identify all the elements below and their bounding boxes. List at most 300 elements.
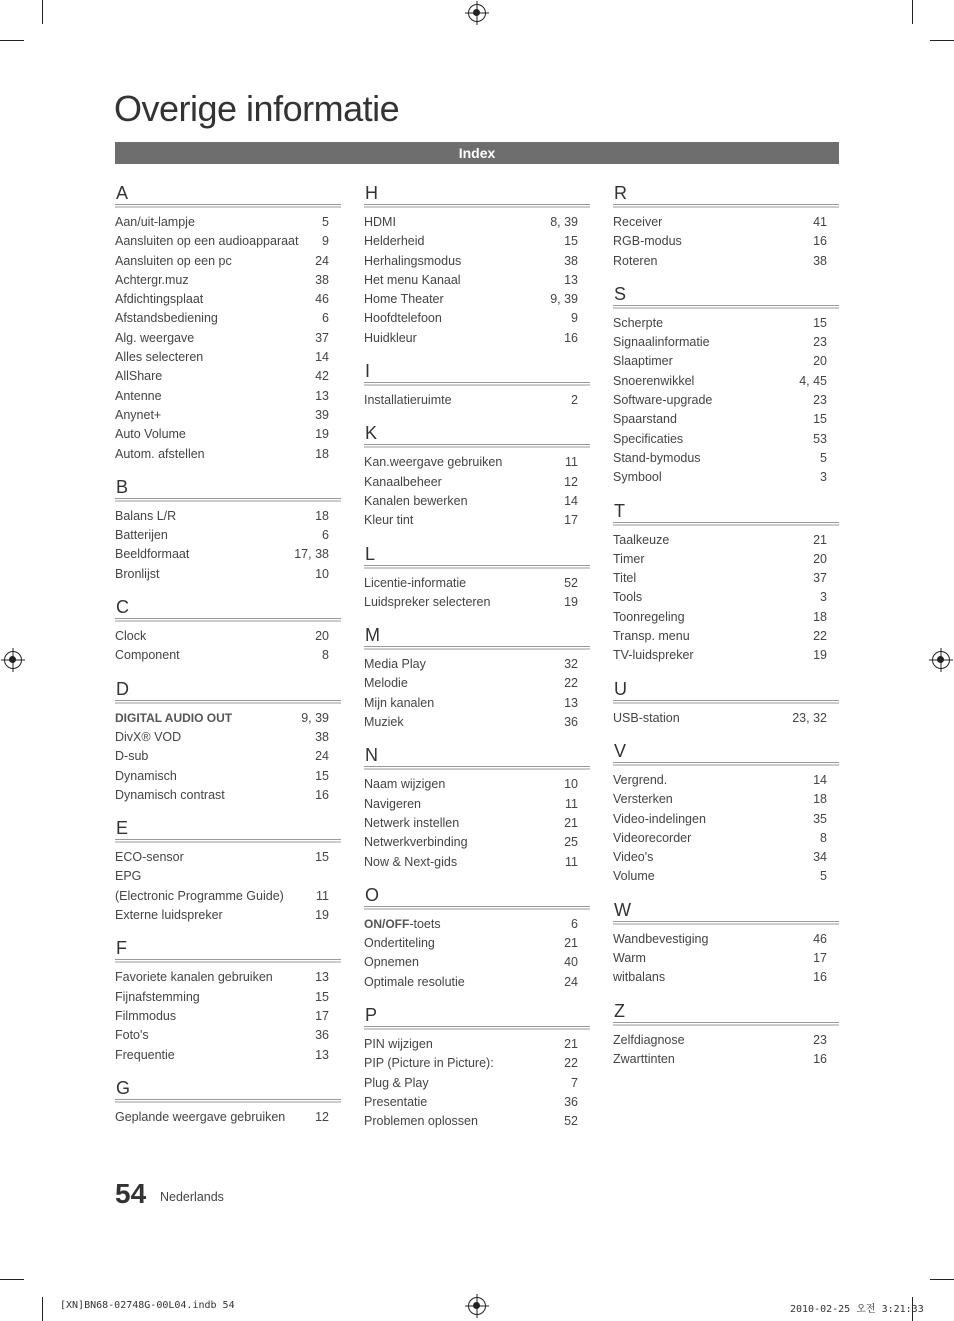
entry-pages: 17 [564, 513, 578, 528]
entry-pages: 14 [813, 772, 827, 787]
entry-name: Kanaalbeheer [364, 474, 442, 489]
index-entry [364, 511, 590, 530]
index-section [613, 283, 839, 488]
index-section [364, 884, 590, 992]
entry-name: EPG [115, 869, 142, 884]
index-entry [613, 333, 839, 352]
index-entry [115, 348, 341, 367]
entry-name: Zelfdiagnose [613, 1032, 685, 1047]
entry-name: Video's [613, 850, 654, 865]
section-letter: F [116, 938, 127, 959]
entry-pages: 9, 39 [301, 710, 329, 725]
entry-pages: 13 [315, 388, 329, 403]
index-entry [364, 655, 590, 674]
index-entry [613, 372, 839, 391]
entry-name: TV-luidspreker [613, 648, 694, 663]
index-entry [115, 1046, 341, 1065]
index-entry [613, 531, 839, 550]
index-entry [613, 1050, 839, 1069]
index-entry [115, 565, 341, 584]
section-letter: I [365, 361, 371, 382]
index-entry [115, 252, 341, 271]
index-column-1 [115, 182, 341, 1139]
entry-name: Receiver [613, 215, 663, 229]
entry-pages: 6 [571, 916, 578, 931]
index-section [115, 476, 341, 584]
index-entry [613, 410, 839, 429]
entry-name: Warm [613, 951, 646, 966]
entry-pages: 15 [315, 768, 329, 783]
entry-name: Alles selecteren [115, 350, 204, 365]
entry-name: Snoerenwikkel [613, 373, 695, 388]
entry-name: Fijnafstemming [115, 989, 200, 1004]
index-entry [115, 271, 341, 290]
index-entry [613, 1031, 839, 1050]
entry-pages: 53 [813, 431, 827, 446]
index-entry [115, 1007, 341, 1026]
entry-name: Kan.weergave gebruiken [364, 455, 503, 470]
entry-pages: 19 [564, 594, 578, 609]
entry-pages: 5 [820, 869, 827, 884]
entry-pages: 21 [564, 936, 578, 951]
index-entry [613, 430, 839, 449]
index-entry [364, 329, 590, 348]
index-entry [364, 934, 590, 953]
entry-pages: 40 [564, 955, 578, 970]
entry-name: Muziek [364, 715, 404, 730]
registration-mark-icon [468, 1297, 486, 1315]
section-letter: O [365, 884, 380, 905]
registration-mark-icon [932, 651, 950, 669]
index-entry [613, 352, 839, 371]
section-divider [613, 762, 839, 766]
index-entry [115, 329, 341, 348]
entry-pages: 38 [315, 729, 329, 744]
crop-mark [42, 1297, 43, 1321]
index-entry [613, 627, 839, 646]
entry-pages: 21 [564, 815, 578, 830]
index-entry [115, 728, 341, 747]
section-divider [115, 700, 341, 704]
index-section [364, 744, 590, 871]
index-entry [613, 449, 839, 468]
section-divider [364, 444, 590, 448]
entry-name: PIN wijzigen [364, 1037, 433, 1052]
entry-name-bold: DIGITAL AUDIO OUT [115, 710, 233, 725]
entry-pages: 15 [315, 989, 329, 1004]
entry-pages: 12 [315, 1109, 329, 1124]
entry-pages: 8 [322, 648, 329, 663]
entry-pages: 46 [813, 931, 827, 946]
entry-pages: 5 [322, 215, 329, 229]
section-divider [115, 498, 341, 502]
index-entry [613, 550, 839, 569]
index-entry [613, 790, 839, 809]
entry-name: Frequentie [115, 1047, 175, 1062]
entry-pages: 32 [564, 657, 578, 672]
entry-name-bold: ON/OFF [364, 916, 410, 931]
index-entry [613, 810, 839, 829]
entry-name: Alg. weergave [115, 330, 195, 345]
entry-name: Media Play [364, 657, 426, 672]
entry-name: Hoofdtelefoon [364, 311, 442, 326]
entry-name: Filmmodus [115, 1008, 177, 1023]
index-entry [115, 367, 341, 386]
index-entry [613, 829, 839, 848]
entry-name [115, 709, 232, 728]
entry-name: Video-indelingen [613, 811, 706, 826]
entry-name: witbalans [613, 970, 666, 985]
entry-name: Installatieruimte [364, 393, 452, 408]
entry-pages: 24 [315, 253, 329, 268]
entry-name: (Electronic Programme Guide) [115, 888, 284, 903]
entry-pages: 23 [813, 393, 827, 408]
index-entry [364, 674, 590, 693]
index-entry [364, 1112, 590, 1131]
index-section [115, 182, 341, 464]
entry-name: Geplande weergave gebruiken [115, 1109, 286, 1124]
section-letter: H [365, 183, 378, 203]
entry-name: Antenne [115, 388, 162, 403]
footer-language: Nederlands [160, 1190, 224, 1204]
entry-pages: 20 [315, 629, 329, 644]
entry-name: Volume [613, 869, 655, 884]
index-entry [613, 588, 839, 607]
index-entry [364, 814, 590, 833]
entry-pages: 3 [820, 470, 827, 485]
section-letter: Z [614, 1000, 625, 1021]
section-divider [364, 382, 590, 386]
index-section [613, 182, 839, 271]
entry-name: Afstandsbediening [115, 311, 218, 326]
entry-pages: 9, 39 [550, 292, 578, 307]
index-section [115, 678, 341, 805]
entry-pages: 19 [315, 908, 329, 923]
index-entry [364, 915, 590, 934]
index-header-bar: Index [115, 142, 839, 164]
entry-name: Now & Next-gids [364, 854, 458, 869]
index-entry [115, 309, 341, 328]
index-section [613, 500, 839, 666]
entry-name: Batterijen [115, 528, 168, 543]
index-entry [115, 507, 341, 526]
entry-name: Aan/uit-lampje [115, 215, 195, 229]
entry-name: Netwerk instellen [364, 815, 460, 830]
index-entry [364, 473, 590, 492]
index-entry [613, 848, 839, 867]
entry-name: Software-upgrade [613, 393, 713, 408]
entry-name: Toonregeling [613, 609, 685, 624]
entry-pages: 22 [564, 676, 578, 691]
section-divider [613, 700, 839, 704]
entry-pages: 2 [571, 393, 578, 408]
entry-name: AllShare [115, 369, 163, 384]
entry-pages: 52 [564, 1114, 578, 1129]
index-entry [115, 213, 341, 232]
index-column-2 [364, 182, 590, 1144]
entry-pages: 15 [564, 234, 578, 249]
entry-name: Externe luidspreker [115, 908, 223, 923]
index-section [613, 899, 839, 988]
entry-pages: 21 [564, 1037, 578, 1052]
section-letter: R [614, 183, 627, 203]
entry-pages: 22 [564, 1056, 578, 1071]
index-entry [364, 309, 590, 328]
entry-pages: 36 [564, 715, 578, 730]
entry-name: Herhalingsmodus [364, 253, 462, 268]
entry-pages: 16 [813, 970, 827, 985]
entry-pages: 36 [315, 1028, 329, 1043]
index-entry [613, 391, 839, 410]
entry-name: Taalkeuze [613, 532, 670, 547]
entry-name: Mijn kanalen [364, 695, 435, 710]
entry-pages: 11 [565, 854, 578, 869]
entry-pages: 37 [813, 571, 827, 586]
section-letter: W [614, 899, 631, 920]
section-letter: D [116, 678, 129, 699]
entry-name: Dynamisch contrast [115, 787, 225, 802]
section-letter: L [365, 543, 376, 564]
index-section [364, 1004, 590, 1131]
section-divider [115, 204, 341, 208]
section-letter: U [614, 678, 627, 699]
index-entry [115, 406, 341, 425]
entry-name: Titel [613, 571, 637, 586]
entry-pages: 46 [315, 292, 329, 307]
entry-pages: 13 [315, 1047, 329, 1062]
index-section [613, 740, 839, 887]
entry-pages: 41 [813, 215, 827, 229]
entry-pages: 9 [322, 234, 329, 249]
entry-name: Tools [613, 590, 643, 605]
entry-pages: 14 [315, 350, 329, 365]
index-entry [364, 492, 590, 511]
entry-name: Navigeren [364, 796, 421, 811]
crop-mark [930, 40, 954, 41]
index-entry [115, 887, 341, 906]
entry-pages: 38 [564, 253, 578, 268]
entry-pages: 25 [564, 835, 578, 850]
section-divider [364, 1026, 590, 1030]
section-divider [115, 1099, 341, 1103]
entry-name: Clock [115, 629, 147, 644]
entry-pages: 23 [813, 335, 827, 350]
section-letter: G [116, 1077, 131, 1098]
index-section [364, 543, 590, 613]
index-section [115, 596, 341, 666]
entry-pages: 18 [315, 508, 329, 523]
entry-pages: 10 [315, 566, 329, 581]
entry-pages: 12 [564, 474, 578, 489]
crop-mark [930, 1279, 954, 1280]
entry-pages: 23 [813, 1032, 827, 1047]
registration-mark-icon [468, 4, 486, 22]
entry-name: RGB-modus [613, 234, 682, 249]
crop-mark [42, 0, 43, 24]
entry-name: Plug & Play [364, 1075, 429, 1090]
index-column-3 [613, 182, 839, 1081]
entry-pages: 52 [564, 575, 578, 590]
index-entry [115, 906, 341, 925]
index-entry [613, 646, 839, 665]
entry-name: DivX® VOD [115, 729, 182, 744]
section-letter: M [365, 625, 380, 646]
section-divider [115, 839, 341, 843]
section-divider [613, 305, 839, 309]
entry-name: Kanalen bewerken [364, 493, 468, 508]
index-entry [115, 709, 341, 728]
entry-name: Anynet+ [115, 407, 162, 422]
entry-pages: 34 [813, 850, 827, 865]
index-entry [613, 968, 839, 987]
index-entry [115, 627, 341, 646]
entry-name: Presentatie [364, 1094, 428, 1109]
index-section [115, 1077, 341, 1127]
entry-name: Auto Volume [115, 427, 186, 442]
entry-pages: 9 [571, 311, 578, 326]
section-letter: S [614, 283, 627, 304]
entry-name: Afdichtingsplaat [115, 292, 204, 307]
index-entry [364, 973, 590, 992]
entry-name: Balans L/R [115, 508, 177, 523]
index-entry [364, 391, 590, 410]
index-entry [364, 953, 590, 972]
index-section [115, 817, 341, 925]
entry-pages: 16 [315, 787, 329, 802]
section-divider [613, 921, 839, 925]
entry-name: Helderheid [364, 234, 425, 249]
index-entry [613, 232, 839, 251]
entry-pages: 23, 32 [792, 710, 827, 725]
index-section [364, 624, 590, 732]
entry-pages: 37 [315, 330, 329, 345]
entry-pages: 24 [315, 749, 329, 764]
section-letter: V [614, 740, 627, 761]
entry-name: Spaarstand [613, 412, 677, 427]
index-section [115, 937, 341, 1064]
entry-name: Scherpte [613, 315, 664, 330]
entry-pages: 36 [564, 1094, 578, 1109]
index-entry [115, 747, 341, 766]
entry-pages: 3 [820, 590, 827, 605]
index-entry [613, 252, 839, 271]
section-letter: K [365, 423, 378, 444]
entry-pages: 5 [820, 450, 827, 465]
entry-pages: 14 [564, 493, 578, 508]
entry-pages: 11 [565, 796, 578, 811]
index-entry [115, 848, 341, 867]
index-entry [364, 1035, 590, 1054]
index-entry [613, 949, 839, 968]
index-entry [613, 771, 839, 790]
index-entry [613, 314, 839, 333]
entry-name: Dynamisch [115, 768, 177, 783]
registration-mark-icon [4, 651, 22, 669]
section-letter: T [614, 500, 625, 521]
index-section [364, 360, 590, 410]
index-entry [364, 453, 590, 472]
entry-pages: 16 [813, 1051, 827, 1066]
index-entry [613, 608, 839, 627]
print-file-info: [XN]BN68-02748G-00L04.indb 54 [60, 1300, 235, 1311]
entry-pages: 22 [813, 629, 827, 644]
entry-name: Vergrend. [613, 772, 668, 787]
entry-name: Huidkleur [364, 330, 417, 345]
entry-name: D-sub [115, 749, 149, 764]
index-entry [115, 786, 341, 805]
entry-name [364, 915, 441, 934]
entry-name: Opnemen [364, 955, 419, 970]
entry-pages: 18 [813, 609, 827, 624]
entry-pages: 19 [315, 427, 329, 442]
entry-pages: 17 [315, 1008, 329, 1023]
entry-name: Specificaties [613, 431, 684, 446]
entry-name: Component [115, 648, 180, 663]
section-divider [364, 204, 590, 208]
entry-name: Roteren [613, 253, 658, 268]
index-entry [115, 445, 341, 464]
entry-pages: 13 [564, 272, 578, 287]
index-entry [115, 545, 341, 564]
entry-name: USB-station [613, 710, 680, 725]
entry-name: Kleur tint [364, 513, 414, 528]
entry-pages: 15 [315, 850, 329, 865]
index-entry [613, 930, 839, 949]
entry-pages: 39 [315, 407, 329, 422]
entry-name: Signaalinformatie [613, 335, 710, 350]
index-entry [364, 252, 590, 271]
index-entry [364, 574, 590, 593]
entry-name: Foto's [115, 1028, 149, 1043]
index-entry [115, 387, 341, 406]
index-entry [115, 526, 341, 545]
entry-pages: 10 [564, 777, 578, 792]
entry-pages: 42 [315, 369, 329, 384]
index-entry [364, 593, 590, 612]
entry-pages: 8, 39 [550, 215, 578, 229]
entry-name: Symbool [613, 470, 662, 485]
entry-pages: 20 [813, 551, 827, 566]
index-entry [115, 646, 341, 665]
entry-pages: 35 [813, 811, 827, 826]
entry-name: Aansluiten op een pc [115, 253, 232, 268]
entry-pages: 13 [564, 695, 578, 710]
index-entry [364, 694, 590, 713]
entry-name: Beeldformaat [115, 547, 190, 562]
entry-pages: 38 [315, 272, 329, 287]
entry-pages: 4, 45 [799, 373, 827, 388]
entry-name: Naam wijzigen [364, 777, 446, 792]
entry-pages: 13 [315, 970, 329, 985]
entry-pages: 17, 38 [294, 547, 329, 562]
entry-pages: 11 [565, 455, 578, 470]
index-entry [364, 232, 590, 251]
entry-name: Achtergr.muz [115, 272, 189, 287]
index-entry [364, 1074, 590, 1093]
section-divider [613, 522, 839, 526]
section-letter: C [116, 597, 129, 618]
entry-pages: 6 [322, 528, 329, 543]
entry-name: Favoriete kanalen gebruiken [115, 970, 273, 985]
entry-name: HDMI [364, 215, 396, 229]
entry-pages: 24 [564, 974, 578, 989]
entry-name: Videorecorder [613, 830, 692, 845]
section-letter: P [365, 1005, 378, 1026]
index-entry [613, 569, 839, 588]
crop-mark [0, 40, 24, 41]
page-title: Overige informatie [114, 88, 400, 129]
entry-name: Netwerkverbinding [364, 835, 468, 850]
